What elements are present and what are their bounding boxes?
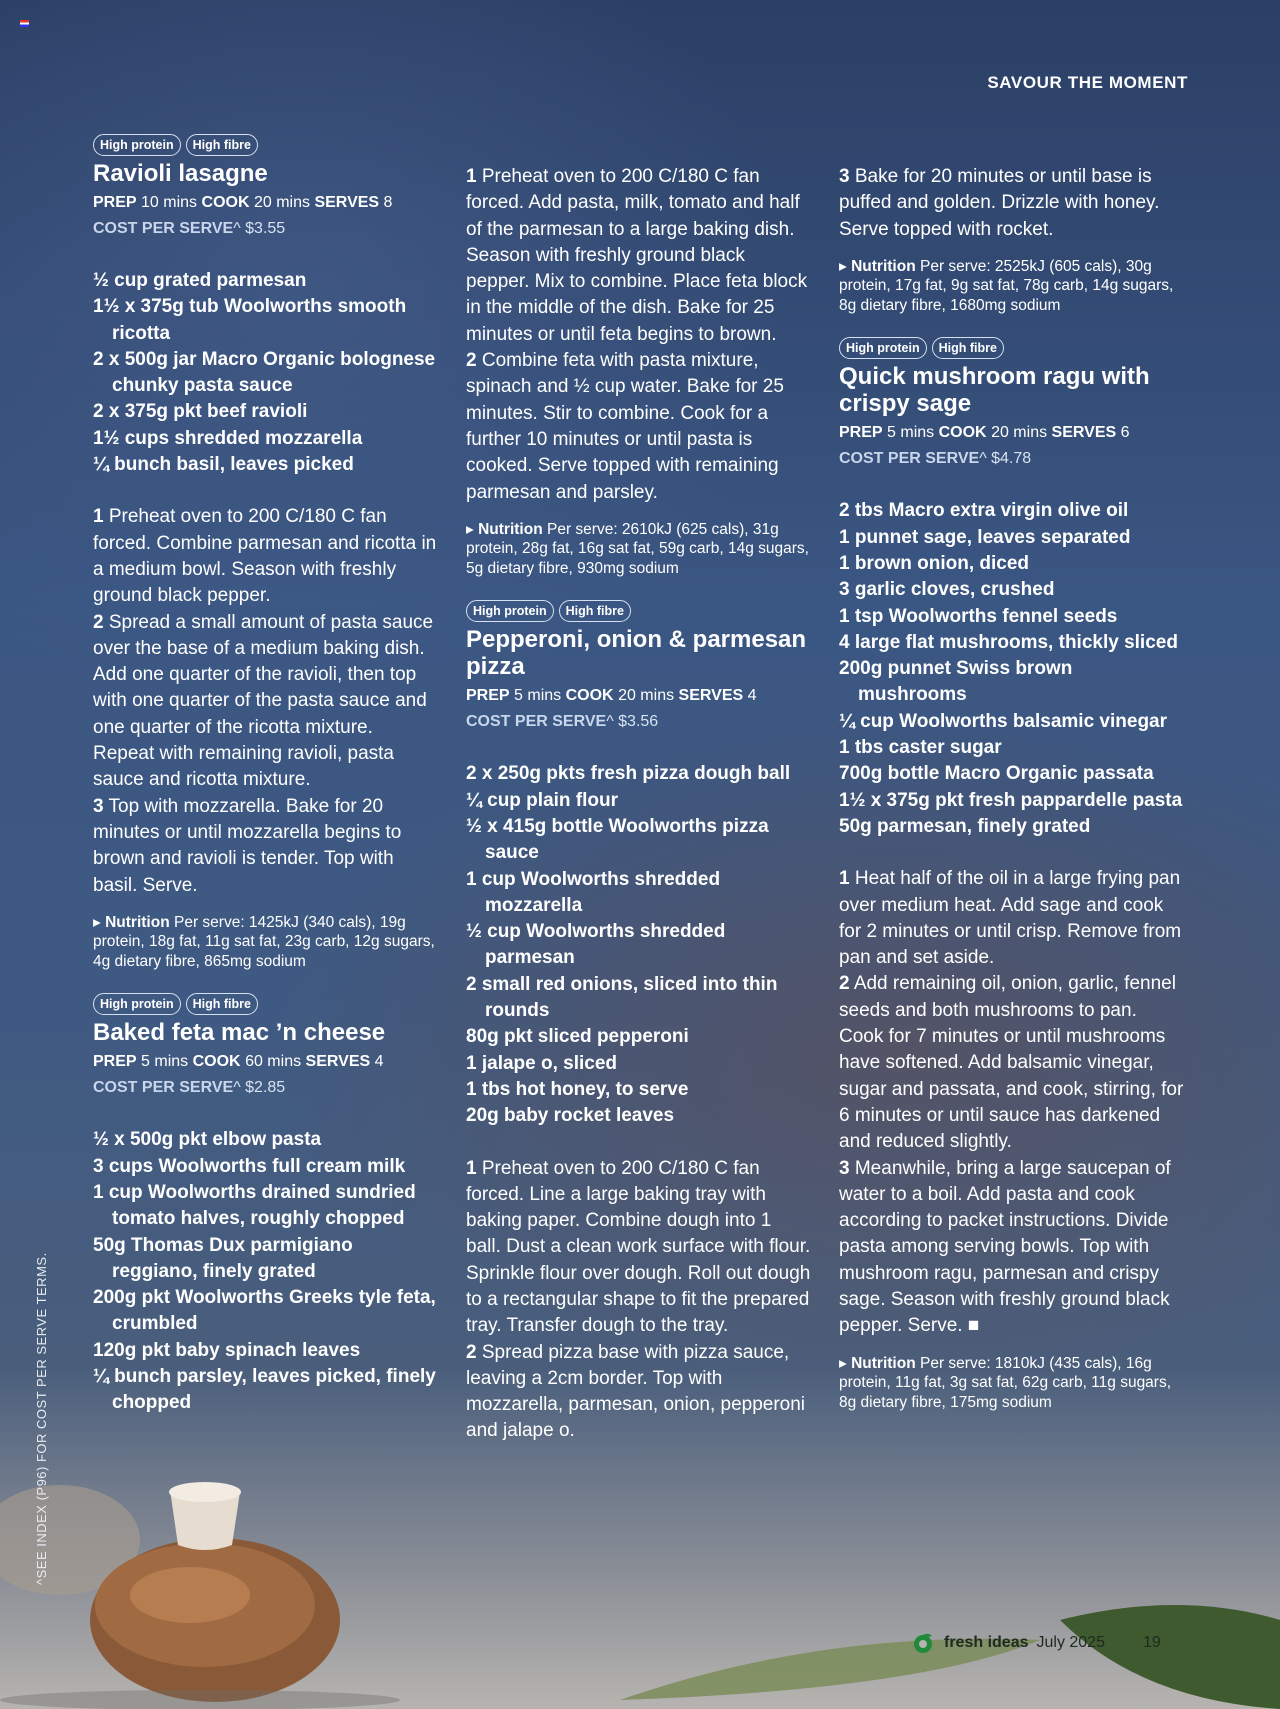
step-number: 1: [839, 868, 850, 890]
ingredient: 200g pkt Woolworths Greeks tyle feta, crumbled: [93, 1287, 436, 1335]
method-step: [839, 866, 1184, 971]
section-header: SAVOUR THE MOMENT: [987, 73, 1188, 92]
prep-label: PREP: [466, 687, 510, 705]
ingredient: 1 cup Woolworths drained sundried tomato halves, roughly chopped: [93, 1181, 416, 1230]
tag-high-protein: High protein: [93, 993, 181, 1015]
recipe-title: Pepperoni, onion & parmesan pizza: [466, 626, 807, 681]
cost-per-serve: [93, 216, 438, 242]
ingredient: 4 large flat mushrooms, thickly sliced: [839, 631, 1178, 653]
page-footer: [910, 1632, 1161, 1654]
recipe-meta: [839, 420, 1184, 446]
step-number: 1: [466, 1157, 477, 1179]
column-2: [466, 164, 811, 1445]
recipe-meta: [466, 683, 811, 709]
ingredient: 50g parmesan, finely grated: [839, 815, 1091, 837]
ingredient: ½ x 500g pkt elbow pasta: [93, 1129, 322, 1151]
ingredient-list: [839, 498, 1184, 840]
flag-icon: [20, 20, 29, 27]
step-text: Top with mozzarella. Bake for 20 minutes or until mozzarella begins to brown and ravioli is tender. Top with basil. Serve.: [93, 795, 402, 896]
cook-time: 60 mins: [245, 1053, 302, 1071]
method-step: [466, 1156, 811, 1340]
ingredient: 2 tbs Macro extra virgin olive oil: [839, 500, 1129, 522]
tag-high-fibre: High fibre: [559, 600, 631, 622]
tag-high-fibre: High fibre: [186, 134, 258, 156]
method-step: [839, 164, 1184, 243]
step-number: 3: [839, 166, 850, 187]
ingredient: 1 tbs hot honey, to serve: [466, 1078, 689, 1100]
recipe-ravioli-lasagne: [93, 134, 438, 971]
step-number: 3: [93, 795, 104, 817]
method: [839, 866, 1184, 1339]
step-text: Preheat oven to 200 C/180 C fan forced. Add pasta, milk, tomato and half of the parmesan to a large baking dish. Season with freshly ground black pepper. Mix to combine. Place feta block in the middle of the dish. Bake for 25 minutes or until feta begins to brown.: [466, 166, 808, 345]
cook-label: COOK: [192, 1053, 241, 1071]
step-text: Combine feta with pasta mixture, spinach and ½ cup water. Bake for 25 minutes. Stir to combine. Cook for a further 10 minutes or until pasta is cooked. Serve topped with remaining parmesan and parsley.: [466, 350, 784, 503]
nutrition-label: Nutrition: [105, 913, 170, 931]
ingredient: 2 x 250g pkts fresh pizza dough ball: [466, 763, 791, 785]
tag-high-fibre: High fibre: [932, 337, 1004, 359]
prep-time: 5 mins: [887, 424, 935, 442]
cost-label: COST PER SERVE: [839, 450, 980, 468]
nutrition-info: ▸ Nutrition Per serve: 1425kJ (340 cals), 19g protein, 18g fat, 11g sat fat, 23g carb, 12g sugars, 4g dietary fibre, 865mg sodium: [93, 913, 435, 970]
nutrition-label: Nutrition: [851, 257, 916, 275]
ingredient-list: [93, 1127, 438, 1416]
prep-label: PREP: [93, 1053, 137, 1071]
cook-label: COOK: [565, 687, 614, 705]
nutrition-text: Per serve: 2610kJ (625 cals), 31g protein, 28g fat, 16g sat fat, 59g carb, 14g sugars, 5g dietary fibre, 930mg sodium: [466, 520, 809, 577]
cost-value: ^ $4.78: [979, 450, 1032, 468]
nutrition-text: Per serve: 1425kJ (340 cals), 19g protein, 18g fat, 11g sat fat, 23g carb, 12g sugars, 4g dietary fibre, 865mg sodium: [93, 913, 435, 970]
method: [466, 164, 811, 506]
step-number: 2: [466, 1341, 477, 1363]
cost-per-serve: [93, 1075, 438, 1101]
serves-count: 4: [374, 1053, 384, 1071]
cook-label: COOK: [938, 424, 987, 442]
recipe-pepperoni-pizza: [466, 600, 811, 1444]
ingredient: 200g punnet Swiss brown mushrooms: [839, 658, 1073, 706]
recipe-tags: [93, 993, 438, 1015]
cost-value: ^ $2.85: [233, 1079, 286, 1097]
ingredient: 700g bottle Macro Organic passata: [839, 763, 1154, 785]
ingredient: ½ cup Woolworths shredded parmesan: [466, 921, 726, 969]
method: [466, 1156, 811, 1445]
tag-high-protein: High protein: [93, 134, 181, 156]
ingredient: 1 punnet sage, leaves separated: [839, 526, 1131, 548]
step-number: 2: [466, 350, 477, 372]
ingredient: 1 brown onion, diced: [839, 552, 1029, 574]
ingredient: ½ cup grated parmesan: [93, 270, 307, 291]
nutrition-text: Per serve: 2525kJ (605 cals), 30g protein, 17g fat, 9g sat fat, 78g carb, 14g sugars, 8g dietary fibre, 1680mg sodium: [839, 257, 1174, 314]
mushroom-image: [0, 1470, 400, 1709]
recipe-tags: [93, 134, 438, 156]
recipe-title: Baked feta mac ’n cheese: [93, 1019, 386, 1047]
cook-time: 20 mins: [253, 194, 310, 211]
ingredient: ¼ cup Woolworths balsamic vinegar: [839, 710, 1168, 732]
woolworths-logo-icon: [910, 1632, 936, 1654]
ingredient: 1 tbs caster sugar: [839, 737, 1002, 759]
ingredient: ½ x 415g bottle Woolworths pizza sauce: [466, 815, 769, 864]
tag-high-protein: High protein: [466, 600, 554, 622]
cost-per-serve: [466, 709, 811, 735]
ingredient: ¼ bunch parsley, leaves picked, finely chopped: [93, 1366, 436, 1414]
column-3: [839, 164, 1184, 1434]
ingredient: ¼ bunch basil, leaves picked: [93, 454, 354, 476]
serves-label: SERVES: [305, 1053, 371, 1071]
method: [839, 164, 1184, 243]
method: [93, 504, 438, 898]
nutrition-info: ▸ Nutrition Per serve: 2525kJ (605 cals), 30g protein, 17g fat, 9g sat fat, 78g carb, 14g sugars, 8g dietary fibre, 1680mg sodium: [839, 257, 1174, 314]
step-number: 2: [839, 973, 850, 995]
ingredient: ¼ cup plain flour: [466, 789, 619, 811]
serves-label: SERVES: [314, 194, 380, 211]
cook-label: COOK: [201, 194, 250, 211]
prep-time: 5 mins: [141, 1053, 189, 1071]
cost-label: COST PER SERVE: [93, 220, 234, 237]
method-step: [466, 164, 811, 348]
footer-brand: fresh ideas: [944, 1634, 1029, 1651]
cost-per-serve: [839, 446, 1184, 472]
step-text: Spread pizza base with pizza sauce, leaving a 2cm border. Top with mozzarella, parmesan, onion, pepperoni and jalape o.: [466, 1341, 806, 1442]
ingredient: 1½ x 375g tub Woolworths smooth ricotta: [93, 296, 407, 344]
nutrition-label: Nutrition: [851, 1354, 916, 1372]
ingredient: 1 jalape o, sliced: [466, 1052, 618, 1074]
serves-count: 8: [383, 194, 393, 211]
cost-value: ^ $3.55: [233, 220, 286, 237]
recipe-title: Quick mushroom ragu with crispy sage: [839, 363, 1150, 418]
method-step: [466, 348, 811, 506]
ingredient: 50g Thomas Dux parmigiano reggiano, finely grated: [93, 1234, 353, 1282]
method-step: [93, 504, 438, 609]
recipe-tags: [839, 337, 1184, 359]
ingredient-list: [466, 761, 811, 1129]
tag-high-protein: High protein: [839, 337, 927, 359]
nutrition-info: ▸ Nutrition Per serve: 1810kJ (435 cals), 16g protein, 11g fat, 3g sat fat, 62g carb, 11g sugars, 8g dietary fibre, 175mg sodium: [839, 1354, 1172, 1411]
recipe-baked-feta-mac: [93, 993, 438, 1416]
serves-count: 4: [747, 687, 757, 705]
method-step: [839, 971, 1184, 1155]
page-number: 19: [1142, 1634, 1161, 1651]
prep-label: PREP: [93, 194, 137, 211]
step-number: 1: [93, 506, 104, 528]
ingredient: 20g baby rocket leaves: [466, 1105, 675, 1127]
cost-label: COST PER SERVE: [466, 713, 607, 731]
cook-time: 20 mins: [991, 424, 1048, 442]
ingredient: 3 cups Woolworths full cream milk: [93, 1155, 406, 1177]
step-text: Preheat oven to 200 C/180 C fan forced. Combine parmesan and ricotta in a medium bowl. Season with freshly ground black pepper.: [93, 506, 437, 607]
step-text: Heat half of the oil in a large frying pan over medium heat. Add sage and cook for 2 minutes or until crisp. Remove from pan and set aside.: [839, 868, 1182, 969]
serves-label: SERVES: [1051, 424, 1117, 442]
ingredient: 1 cup Woolworths shredded mozzarella: [466, 868, 721, 916]
method-step: [93, 610, 438, 794]
serves-label: SERVES: [678, 687, 744, 705]
prep-time: 10 mins: [141, 194, 198, 211]
step-text: Spread a small amount of pasta sauce over the base of a medium baking dish. Add one quarter of the ravioli, then top with one quarter of the pasta sauce and one quarter of the ricotta mixture. Repeat with remaining ravioli, pasta sauce and ricotta mixture.: [93, 611, 434, 791]
recipe-mushroom-ragu: [839, 337, 1184, 1412]
recipe-meta: [93, 190, 438, 216]
nutrition-text: Per serve: 1810kJ (435 cals), 16g protein, 11g fat, 3g sat fat, 62g carb, 11g sugars, 8g dietary fibre, 175mg sodium: [839, 1354, 1172, 1411]
prep-label: PREP: [839, 424, 883, 442]
ingredient: 2 x 500g jar Macro Organic bolognese chunky pasta sauce: [93, 348, 436, 397]
step-text: Meanwhile, bring a large saucepan of water to a boil. Add pasta and cook according to packet instructions. Divide pasta among serving bowls. Top with mushroom ragu, parmesan and crispy sage. Season with freshly ground black pepper. Serve. ■: [839, 1157, 1171, 1337]
nutrition-label: Nutrition: [478, 520, 543, 538]
step-number: 3: [839, 1157, 850, 1179]
recipe-tags: [466, 600, 811, 622]
ingredient: 1½ x 375g pkt fresh pappardelle pasta: [839, 789, 1183, 811]
ingredient: 1 tsp Woolworths fennel seeds: [839, 605, 1118, 627]
step-text: Bake for 20 minutes or until base is puffed and golden. Drizzle with honey. Serve topped with rocket.: [839, 166, 1160, 240]
cook-time: 20 mins: [618, 687, 675, 705]
ingredient: 1½ cups shredded mozzarella: [93, 427, 363, 449]
step-text: Add remaining oil, onion, garlic, fennel seeds and both mushrooms to pan. Cook for 7 minutes or until mushrooms have softened. Add balsamic vinegar, sugar and passata, and cook, stirring, for 6 minutes or until sauce has darkened and reduced slightly.: [839, 973, 1184, 1153]
method-step: [839, 1156, 1184, 1340]
step-number: 1: [466, 166, 477, 187]
recipe-title: Ravioli lasagne: [93, 160, 268, 187]
ingredient: 3 garlic cloves, crushed: [839, 579, 1055, 601]
tag-high-fibre: High fibre: [186, 993, 258, 1015]
serves-count: 6: [1120, 424, 1130, 442]
method-step: [93, 794, 438, 899]
prep-time: 5 mins: [514, 687, 562, 705]
ingredient: 2 small red onions, sliced into thin rounds: [466, 973, 778, 1022]
ingredient-list: [93, 268, 438, 478]
cost-terms-note: ^SEE INDEX (P96) FOR COST PER SERVE TERMS.: [34, 1252, 49, 1585]
ingredient: 120g pkt baby spinach leaves: [93, 1339, 361, 1361]
nutrition-info: ▸ Nutrition Per serve: 2610kJ (625 cals), 31g protein, 28g fat, 16g sat fat, 59g carb, 14g sugars, 5g dietary fibre, 930mg sodium: [466, 520, 809, 577]
cost-value: ^ $3.56: [606, 713, 659, 731]
recipe-meta: [93, 1049, 438, 1075]
ingredient: 80g pkt sliced pepperoni: [466, 1026, 689, 1048]
cost-label: COST PER SERVE: [93, 1079, 234, 1097]
step-text: Preheat oven to 200 C/180 C fan forced. Line a large baking tray with baking paper. Combine dough into 1 ball. Dust a clean work surface with flour. Sprinkle flour over dough. Roll out dough to a rectangular shape to fit the prepared tray. Transfer dough to the tray.: [466, 1157, 811, 1337]
sage-leaf-image: [620, 1600, 1280, 1709]
column-1: [93, 134, 438, 1443]
footer-issue: July 2025: [1036, 1634, 1105, 1651]
step-number: 2: [93, 611, 104, 633]
method-step: [466, 1340, 811, 1445]
ingredient: 2 x 375g pkt beef ravioli: [93, 401, 308, 423]
